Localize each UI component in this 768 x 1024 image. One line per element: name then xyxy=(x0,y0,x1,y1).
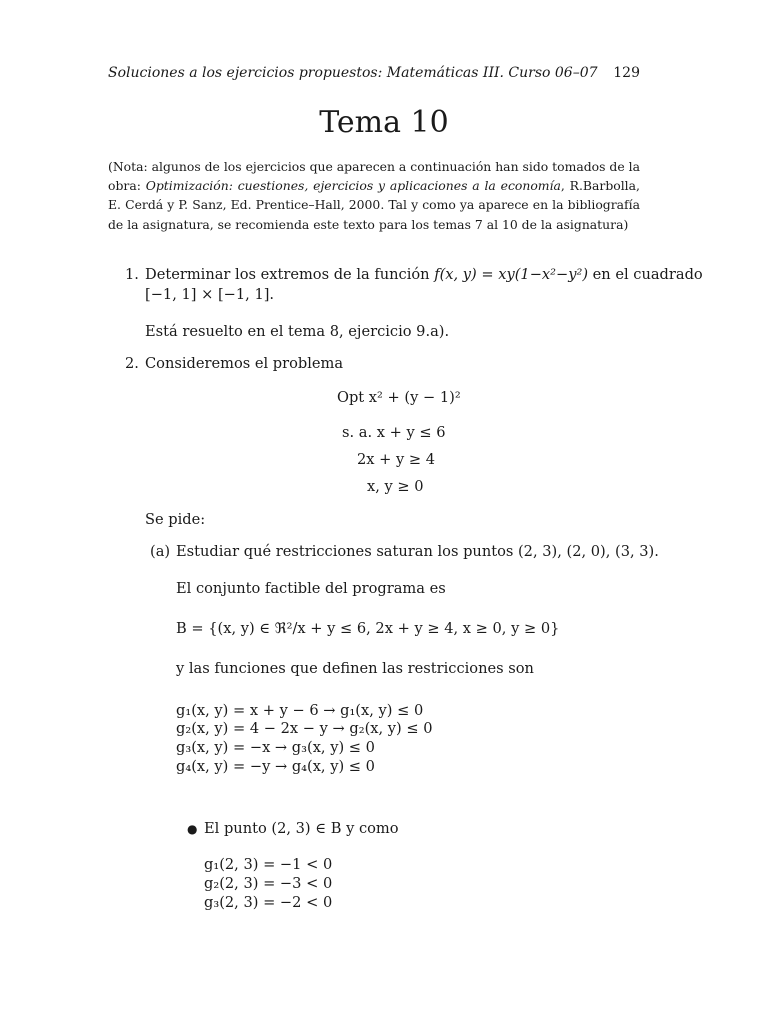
constraint-3: x, y ≥ 0 xyxy=(367,478,424,495)
evaluation-1: g₁(2, 3) = −1 < 0 xyxy=(204,856,333,873)
exercise-1-line-1 xyxy=(145,266,703,283)
note-book-title: Optimización: cuestiones, ejercicios y aplicaciones a la economía xyxy=(145,178,561,194)
note-paragraph xyxy=(108,157,640,234)
exercise-1-function: f(x, y) = xy(1−x²−y²) xyxy=(434,266,589,283)
note-text-2: , R.Barbolla, E. Cerdá y P. Sanz, Ed. Prentice–Hall, 2000. Tal y como ya aparece en la bibliografía de la asignatura, se recomienda este texto para los temas 7 al 10 de la asignatura) xyxy=(108,178,640,232)
constraint-functions-intro: y las funciones que definen las restricciones son xyxy=(176,660,534,677)
feasible-set-definition: B = {(x, y) ∈ ℜ²/x + y ≤ 6, 2x + y ≥ 4, x ≥ 0, y ≥ 0} xyxy=(176,620,560,637)
evaluation-3: g₃(2, 3) = −2 < 0 xyxy=(204,894,333,911)
se-pide-label: Se pide: xyxy=(145,511,206,528)
evaluation-2: g₂(2, 3) = −3 < 0 xyxy=(204,875,333,892)
constraint-1: s. a. x + y ≤ 6 xyxy=(342,424,446,441)
exercise-1-answer: Está resuelto en el tema 8, ejercicio 9.a). xyxy=(145,323,450,340)
exercise-1-domain: [−1, 1] × [−1, 1]. xyxy=(145,286,275,303)
running-title: Soluciones a los ejercicios propuestos: Matemáticas III. Curso 06–07 xyxy=(108,65,598,81)
exercise-2-intro: Consideremos el problema xyxy=(145,355,344,372)
bullet-point-text: El punto (2, 3) ∈ B y como xyxy=(204,820,399,837)
part-a-text: Estudiar qué restricciones saturan los puntos (2, 3), (2, 0), (3, 3). xyxy=(176,543,659,560)
page-title: Tema 10 xyxy=(319,105,449,140)
constraint-2: 2x + y ≥ 4 xyxy=(357,451,436,468)
part-a-label: (a) xyxy=(150,543,171,560)
exercise-1-number: 1. xyxy=(125,266,139,283)
exercise-1-text-end: en el cuadrado xyxy=(588,266,703,283)
constraint-function-1: g₁(x, y) = x + y − 6 → g₁(x, y) ≤ 0 xyxy=(176,702,424,719)
exercise-2-number: 2. xyxy=(125,355,139,372)
page-number: 129 xyxy=(613,65,640,81)
constraint-function-3: g₃(x, y) = −x → g₃(x, y) ≤ 0 xyxy=(176,739,375,756)
feasible-set-intro: El conjunto factible del programa es xyxy=(176,580,446,597)
constraint-function-2: g₂(x, y) = 4 − 2x − y → g₂(x, y) ≤ 0 xyxy=(176,720,433,737)
note-text-1: (Nota: algunos de los ejercicios que aparecen a continuación han sido tomados de la obra: xyxy=(108,159,640,194)
running-header xyxy=(108,65,640,85)
exercise-1-text: Determinar los extremos de la función xyxy=(145,266,435,283)
objective-function: Opt x² + (y − 1)² xyxy=(337,389,461,406)
bullet-icon: ● xyxy=(187,822,198,836)
constraint-function-4: g₄(x, y) = −y → g₄(x, y) ≤ 0 xyxy=(176,758,375,775)
